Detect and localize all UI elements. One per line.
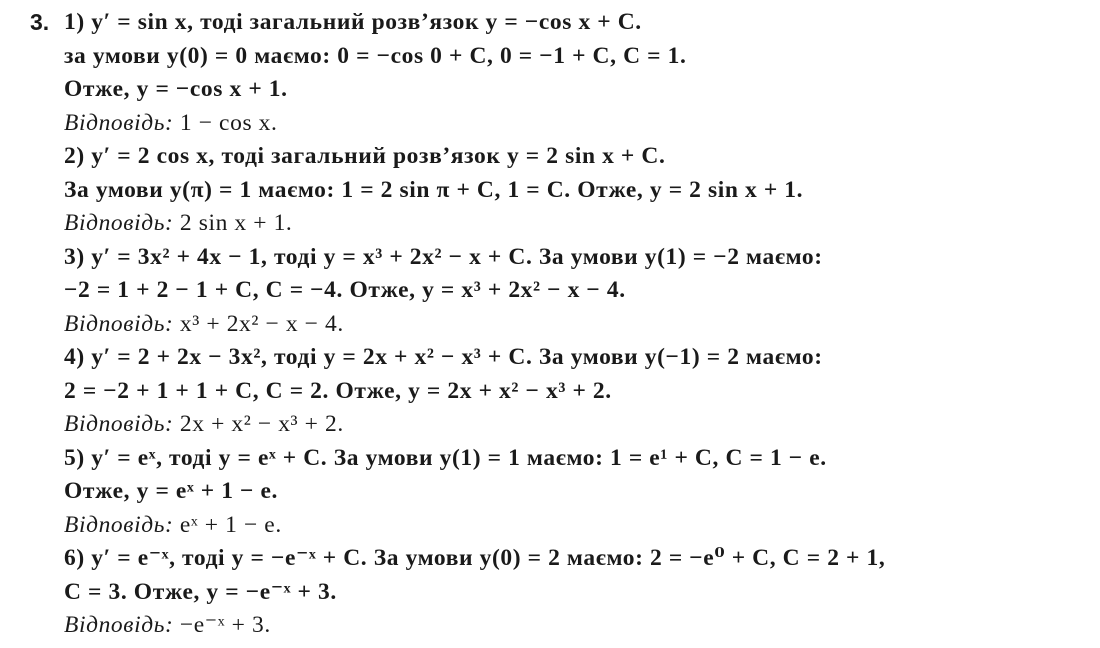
text-line: 2) y′ = 2 cos x, тоді загальний розв’язок y = 2 sin x + C. bbox=[64, 143, 666, 169]
answer-label: Відповідь: bbox=[64, 612, 174, 638]
answer-value: 1 − cos x. bbox=[179, 109, 278, 136]
answer-label: Відповідь: bbox=[64, 109, 174, 136]
text-line: Отже, y = eˣ + 1 − e. bbox=[64, 478, 279, 504]
answer-label: Відповідь: bbox=[64, 511, 174, 538]
answer-line bbox=[64, 408, 1084, 442]
answer-line bbox=[64, 509, 1084, 543]
answer-label: Відповідь: bbox=[64, 411, 174, 437]
text-line: 3) y′ = 3x² + 4x − 1, тоді y = x³ + 2x² − x + C. За умови y(1) = −2 маємо: bbox=[64, 243, 823, 270]
text-line: C = 3. Отже, y = −e⁻ˣ + 3. bbox=[64, 578, 337, 605]
text-line: 5) y′ = eˣ, тоді y = eˣ + C. За умови y(1) = 1 маємо: 1 = e¹ + C, C = 1 − e. bbox=[64, 444, 827, 471]
text-line: 6) y′ = e⁻ˣ, тоді y = −e⁻ˣ + C. За умови y(0) = 2 маємо: 2 = −e⁰ + C, C = 2 + 1, bbox=[64, 545, 886, 571]
answer-line bbox=[64, 207, 1084, 241]
answer-line bbox=[64, 308, 1084, 342]
text-line: 2 = −2 + 1 + 1 + C, C = 2. Отже, y = 2x + x² − x³ + 2. bbox=[64, 377, 612, 404]
text-line: 4) y′ = 2 + 2x − 3x², тоді y = 2x + x² − x³ + C. За умови y(−1) = 2 маємо: bbox=[64, 344, 823, 370]
answer-value: eˣ + 1 − e. bbox=[179, 511, 282, 538]
solution-lines bbox=[64, 6, 1084, 643]
answer-line bbox=[64, 609, 1084, 643]
text-line: за умови y(0) = 0 маємо: 0 = −cos 0 + C, 0 = −1 + C, C = 1. bbox=[64, 42, 687, 69]
text-line: −2 = 1 + 2 − 1 + C, C = −4. Отже, y = x³ + 2x² − x − 4. bbox=[64, 277, 626, 303]
answer-value: x³ + 2x² − x − 4. bbox=[179, 310, 344, 337]
text-line: Отже, y = −cos x + 1. bbox=[64, 76, 288, 102]
answer-label: Відповідь: bbox=[64, 310, 174, 337]
answer-label: Відповідь: bbox=[64, 210, 174, 236]
answer-value: 2x + x² − x³ + 2. bbox=[179, 411, 344, 437]
text-line: 1) y′ = sin x, тоді загальний розв’язок y = −cos x + C. bbox=[64, 9, 642, 35]
text-line: За умови y(π) = 1 маємо: 1 = 2 sin π + C, 1 = C. Отже, y = 2 sin x + 1. bbox=[64, 176, 804, 203]
answer-value: −e⁻ˣ + 3. bbox=[179, 612, 271, 638]
answer-line bbox=[64, 107, 1084, 141]
problem-number: 3. bbox=[30, 9, 50, 35]
answer-value: 2 sin x + 1. bbox=[179, 210, 293, 236]
